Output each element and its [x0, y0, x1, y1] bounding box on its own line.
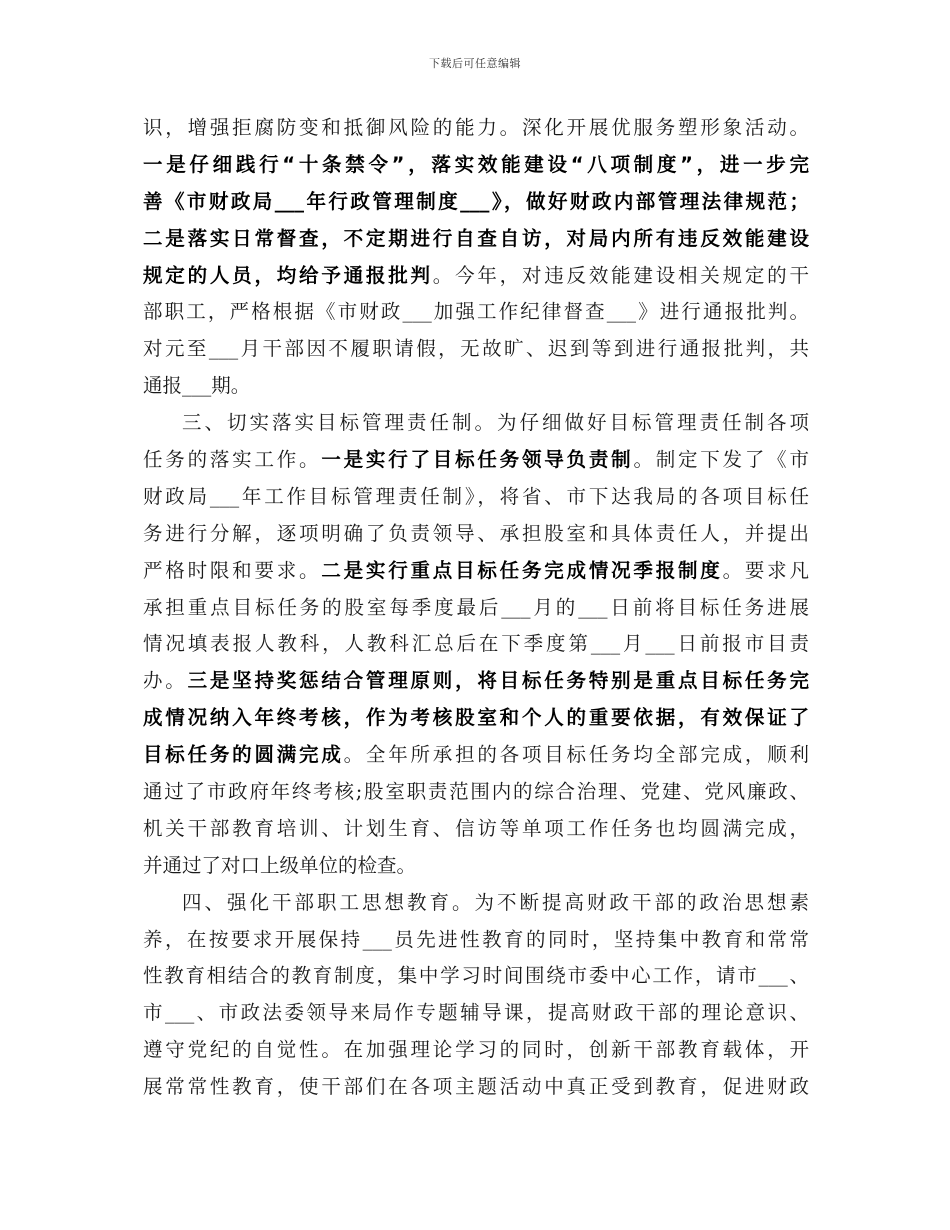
bold-text-segment: 善《市财政局___年行政管理制度___》，做好财政内部管理法律规范；	[143, 189, 809, 213]
text-segment: 并通过了对口上级单位的检查。	[143, 853, 417, 877]
text-line	[143, 774, 809, 811]
text-line	[143, 147, 809, 184]
text-segment: 办。	[143, 669, 188, 693]
text-line	[143, 848, 809, 885]
text-line	[143, 331, 809, 368]
text-segment: 。要求凡	[722, 558, 809, 582]
text-line	[143, 405, 809, 442]
text-line	[143, 626, 809, 663]
text-segment: 。今年，对违反效能建设相关规定的干	[432, 263, 809, 287]
text-segment: 承担重点目标任务的股室每季度最后___月的___日前将目标任务进展	[143, 595, 809, 619]
text-line	[143, 516, 809, 553]
text-line	[143, 442, 809, 479]
text-line	[143, 110, 809, 147]
text-segment: 通过了市政府年终考核;股室职责范围内的综合治理、党建、党风廉政、	[143, 780, 809, 804]
text-segment: 通报___期。	[143, 374, 251, 398]
text-segment: 机关干部教育培训、计划生育、信访等单项工作任务也均圆满完成，	[143, 816, 809, 840]
text-line	[143, 221, 809, 258]
bold-text-segment: 规定的人员，均给予通报批判	[143, 263, 433, 287]
text-segment: 。全年所承担的各项目标任务均全部完成，顺利	[343, 743, 809, 767]
bold-text-segment: 一是仔细践行“十条禁令”，落实效能建设“八项制度”，进一步完	[143, 152, 809, 176]
text-segment: 展常常性教育，使干部们在各项主题活动中真正受到教育，促进财政	[143, 1075, 809, 1099]
bold-text-segment: 成情况纳入年终考核，作为考核股室和个人的重要依据，有效保证了	[143, 706, 809, 730]
text-line	[143, 368, 809, 405]
text-line	[143, 663, 809, 700]
text-segment: 。制定下发了《市	[633, 448, 809, 472]
page-header-note: 下载后可任意编辑	[429, 57, 521, 70]
text-segment: 任务的落实工作。	[143, 448, 322, 472]
text-segment: 财政局___年工作目标管理责任制》，将省、市下达我局的各项目标任	[143, 484, 809, 508]
text-line	[143, 737, 809, 774]
bold-text-segment: 目标任务的圆满完成	[143, 743, 344, 767]
text-line	[143, 294, 809, 331]
bold-text-segment: 二是落实日常督查，不定期进行自查自访，对局内所有违反效能建设	[143, 226, 809, 250]
text-line	[143, 922, 809, 959]
text-segment: 性教育相结合的教育制度，集中学习时间围绕市委中心工作，请市___、	[143, 964, 809, 988]
text-line	[143, 958, 809, 995]
text-segment: 养，在按要求开展保持___员先进性教育的同时，坚持集中教育和常常	[143, 927, 809, 951]
text-segment: 情况填表报人教科，人教科汇总后在下季度第___月___日前报市目责	[143, 632, 809, 656]
text-segment: 对元至___月干部因不履职请假，无故旷、迟到等到进行通报批判，共	[143, 337, 809, 361]
text-segment: 市___、市政法委领导来局作专题辅导课，提高财政干部的理论意识、	[143, 1001, 809, 1025]
text-segment: 四、强化干部职工思想教育。为不断提高财政干部的政治思想素	[182, 890, 809, 914]
text-line	[143, 553, 809, 590]
text-line	[143, 1032, 809, 1069]
bold-text-segment: 一是实行了目标任务领导负责制	[321, 448, 634, 472]
bold-text-segment: 二是实行重点目标任务完成情况季报制度	[321, 558, 723, 582]
text-segment: 部职工，严格根据《市财政___加强工作纪律督查___》进行通报批判。	[143, 300, 809, 324]
text-segment: 遵守党纪的自觉性。在加强理论学习的同时，创新干部教育载体，开	[143, 1038, 809, 1062]
text-line	[143, 590, 809, 627]
text-line	[143, 995, 809, 1032]
bold-text-segment: 三是坚持奖惩结合管理原则，将目标任务特别是重点目标任务完	[187, 669, 809, 693]
text-line	[143, 258, 809, 295]
text-line	[143, 700, 809, 737]
text-segment: 严格时限和要求。	[143, 558, 322, 582]
text-line	[143, 184, 809, 221]
text-segment: 务进行分解，逐项明确了负责领导、承担股室和具体责任人，并提出	[143, 521, 809, 545]
text-segment: 识，增强拒腐防变和抵御风险的能力。深化开展优服务塑形象活动。	[143, 116, 809, 139]
text-line	[143, 479, 809, 516]
text-segment: 三、切实落实目标管理责任制。为仔细做好目标管理责任制各项	[182, 411, 809, 435]
text-line	[143, 885, 809, 922]
text-line	[143, 1069, 809, 1106]
text-line	[143, 811, 809, 848]
document-body	[143, 110, 809, 1106]
